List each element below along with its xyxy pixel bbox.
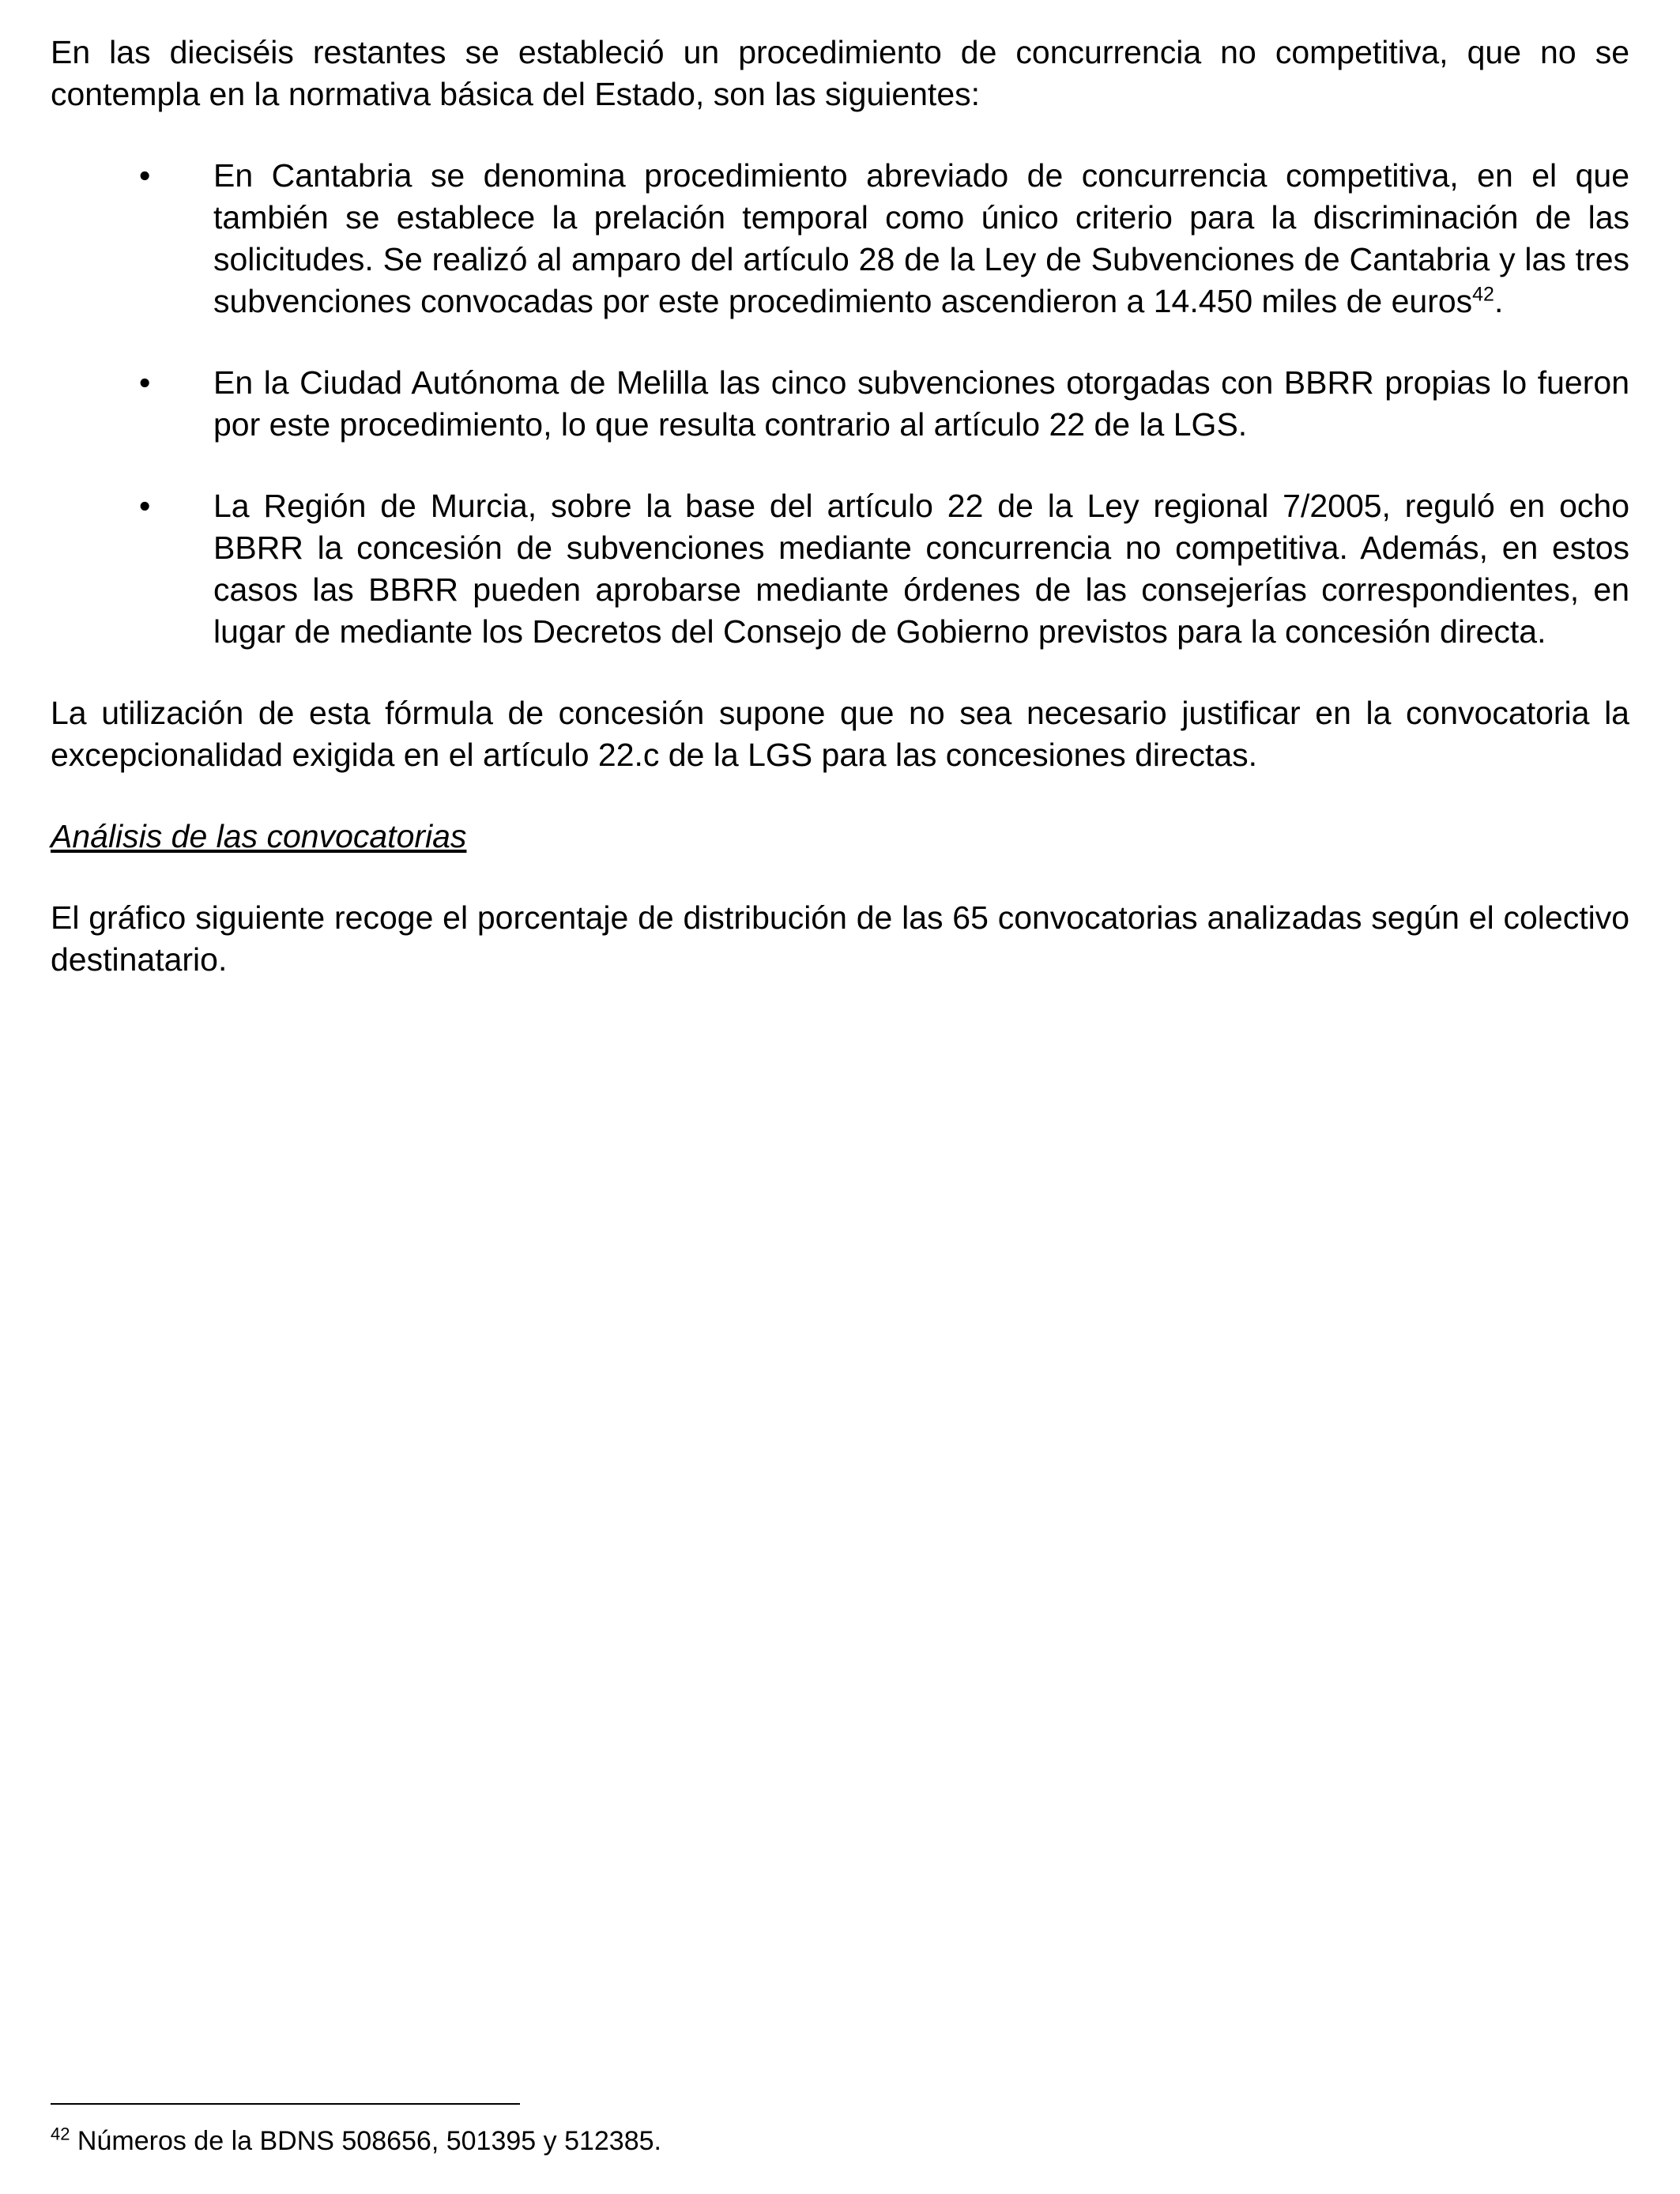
bullet-list bbox=[51, 155, 1629, 653]
list-item-murcia bbox=[51, 485, 1629, 653]
bullet-text: La Región de Murcia, sobre la base del artículo 22 de la Ley regional 7/2005, reguló en ocho BBRR la concesión de subvenciones mediante concurrencia no competitiva. Además, en estos casos las BBRR pueden aprobarse mediante órdenes de las consejerías correspondientes, en lugar de mediante los Decretos del Consejo de Gobierno previstos para la concesión directa. bbox=[213, 488, 1629, 650]
bullet-text: En la Ciudad Autónoma de Melilla las cinco subvenciones otorgadas con BBRR propias lo fueron por este procedimiento, lo que resulta contrario al artículo 22 de la LGS. bbox=[213, 364, 1629, 443]
bullet-icon: • bbox=[139, 157, 151, 194]
footnote-reference[interactable]: 42 bbox=[1472, 283, 1494, 306]
bullet-text-body: En Cantabria se denomina procedimiento abreviado de concurrencia competitiva, en el que también se establece la prelación temporal como único criterio para la discriminación de las solicitudes. Se realizó al amparo del artículo 28 de la Ley de Subvenciones de Cantabria y las tres subvenciones convocadas por este procedimiento ascendieron a 14.450 miles de euros bbox=[213, 157, 1629, 319]
bullet-icon: • bbox=[139, 364, 151, 401]
bullet-text-tail: . bbox=[1494, 283, 1504, 319]
list-item-cantabria bbox=[51, 155, 1629, 322]
section-heading: Análisis de las convocatorias bbox=[51, 818, 467, 854]
footnote bbox=[51, 2124, 661, 2158]
document-page bbox=[51, 32, 1629, 981]
paragraph-concesion: La utilización de esta fórmula de concesión supone que no sea necesario justificar en la convocatoria la excepcionalidad exigida en el artículo 22.c de la LGS para las concesiones directas. bbox=[51, 695, 1629, 773]
footnote-text: Números de la BDNS 508656, 501395 y 512385. bbox=[70, 2126, 661, 2156]
bullet-icon: • bbox=[139, 488, 151, 524]
intro-paragraph: En las dieciséis restantes se estableció un procedimiento de concurrencia no competitiva, que no se contempla en la normativa básica del Estado, son las siguientes: bbox=[51, 34, 1629, 112]
footnote-divider bbox=[51, 2103, 520, 2105]
footnote-number: 42 bbox=[51, 2124, 70, 2144]
paragraph-grafico: El gráfico siguiente recoge el porcentaje de distribución de las 65 convocatorias analizadas según el colectivo destinatario. bbox=[51, 899, 1629, 978]
list-item-melilla bbox=[51, 362, 1629, 446]
bullet-text bbox=[213, 155, 1629, 322]
